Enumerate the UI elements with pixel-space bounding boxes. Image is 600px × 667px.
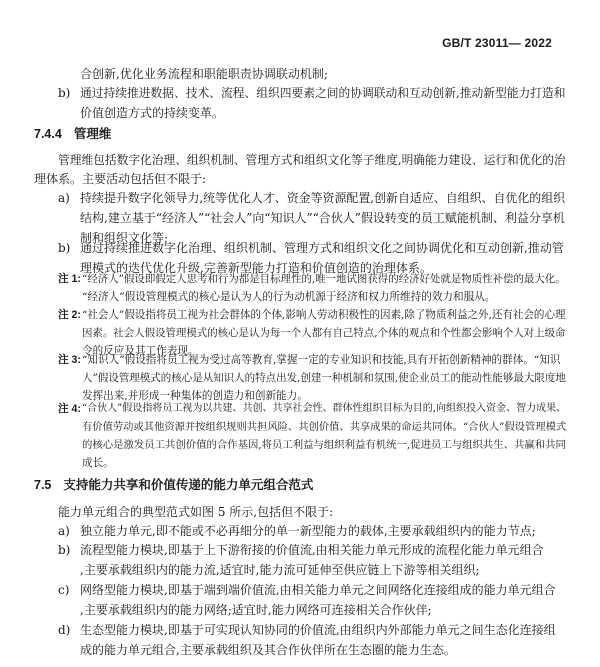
note-line: 成长。 [82,457,114,469]
list-item-line: 理模式的迭代优化升级,完善新型能力打造和价值创造的治理体系。 [80,261,432,275]
note-line: “经济人”假设即假定人思考和行为都是目标理性的,唯一地试图获得的经济好处就是物质性补偿的最大化。 [82,273,566,285]
list-item-line: 通过持续推进数字化治理、组织机制、管理方式和组织文化之间协调优化和互动创新,推动管 [80,241,564,255]
note-marker: 注 1: [58,273,81,285]
section-title: 支持能力共享和价值传递的能力单元组合范式 [63,478,314,492]
list-marker: a) [58,524,70,538]
standard-code-header: GB/T 23011— 2022 [442,36,552,50]
list-item-line: 结构,建立基于“经济人”“社会人”向“知识人”“合伙人”假设转变的员工赋能机制、利益分享机 [80,211,565,225]
note-line: 人”假设管理模式的核心是从知识人的特点出发,创建一种机制和氛围,使企业员工的能动性能够最大限度地 [82,372,566,384]
list-item-line: 持续提升数字化领导力,统等优化人才、资金等资源配置,创新自适应、自组织、自优化的组织 [80,191,566,205]
note-line: 有价值劳动或其他资源并按组织规则共担风险、共创价值、共享成果的命运共同体。“合伙人”假设管理模式 [82,421,567,433]
list-item-line: 通过持续推进数据、技术、流程、组织四要素之间的协调联动和互动创新,推动新型能力打造和 [80,86,566,100]
section-number: 7.4.4 [34,127,62,141]
list-item-line: ,主要承载组织内的能力流,适宜时,能力流可延伸至供应链上下游等相关组织; [80,563,480,577]
paragraph-line: 理体系。主要活动包括但不限于: [34,172,207,186]
paragraph-line: 管理维包括数字化治理、组织机制、管理方式和组织文化等子维度,明确能力建设、运行和优化的治 [58,153,566,167]
list-marker: b) [58,543,71,557]
list-item-line: 生态型能力模块,即基于可实现认知协同的价值流,由组织内外部能力单元之间生态化连接组 [80,623,556,637]
list-item-line: 独立能力单元,即不能或不必再细分的单一新型能力的载体,主要承载组织内的能力节点; [80,524,536,538]
paragraph-line: 能力单元组合的典型范式如图 5 所示,包括但不限于: [58,505,334,519]
section-heading-7-5 [34,475,313,495]
list-item-line: 制和组织文化等; [80,231,169,245]
note-marker: 注 3: [58,354,81,366]
section-heading-7-4-4 [34,124,111,144]
list-marker: d) [58,623,71,637]
note-line: “经济人”假设管理模式的核心是认为人的行为动机源于经济和权力所维持的效力和服从。 [82,291,496,303]
note-line: “合伙人”假设指将员工视为以共建、共创、共享社会性、群体性组织目标为目的,向组织投入资金、智力成果、 [82,403,567,414]
note-line: 令的反应及其工作表现。 [82,345,199,357]
note-marker: 注 2: [58,309,81,321]
list-item-line: 成的能力单元组合,主要承载组织及其合作伙伴所在生态圈的能力生态。 [80,643,456,657]
list-marker: a) [58,191,70,205]
list-marker: b) [58,241,71,255]
note-marker: 注 4: [58,403,81,415]
list-item-line: 网络型能力模块,即基于端到端价值流,由相关能力单元之间网络化连接组成的能力单元组合 [80,583,556,597]
list-item-line: ,主要承载组织内的能力网络;适宜时,能力网络可连接相关合作伙伴; [80,603,432,617]
list-marker: c) [58,583,70,597]
list-item-line: 价值创造方式的持续变革。 [80,106,225,120]
note-line: 发挥出来,并形成一种集体的创造力和创新能力。 [82,390,308,402]
note-line: 因素。社会人假设管理模式的核心是认为每一个人都有自己特点,个体的观点和个性都会影响个人对上级命 [82,327,566,339]
note-line: “社会人”假设指将员工视为社会群体的个体,影响人劳动积极性的因素,除了物质利益之外,还有社会的心理 [82,309,566,321]
section-title: 管理维 [73,127,112,141]
list-item-continuation: 合创新,优化业务流程和职能职责协调联动机制; [80,67,328,81]
list-marker: b) [58,86,71,100]
list-item-line: 流程型能力模块,即基于上下游衔接的价值流,由相关能力单元形成的流程化能力单元组合 [80,543,544,557]
section-number: 7.5 [34,478,52,492]
note-line: “知识人”假设指将员工视为受过高等教育,掌握一定的专业知识和技能,具有开拓创新精神的群体。“知识 [82,354,561,366]
note-line: 的核心是激发员工共创价值的合作基因,将员工利益与组织利益有机统一,促进员工与组织共生、共赢和共同 [82,439,566,451]
